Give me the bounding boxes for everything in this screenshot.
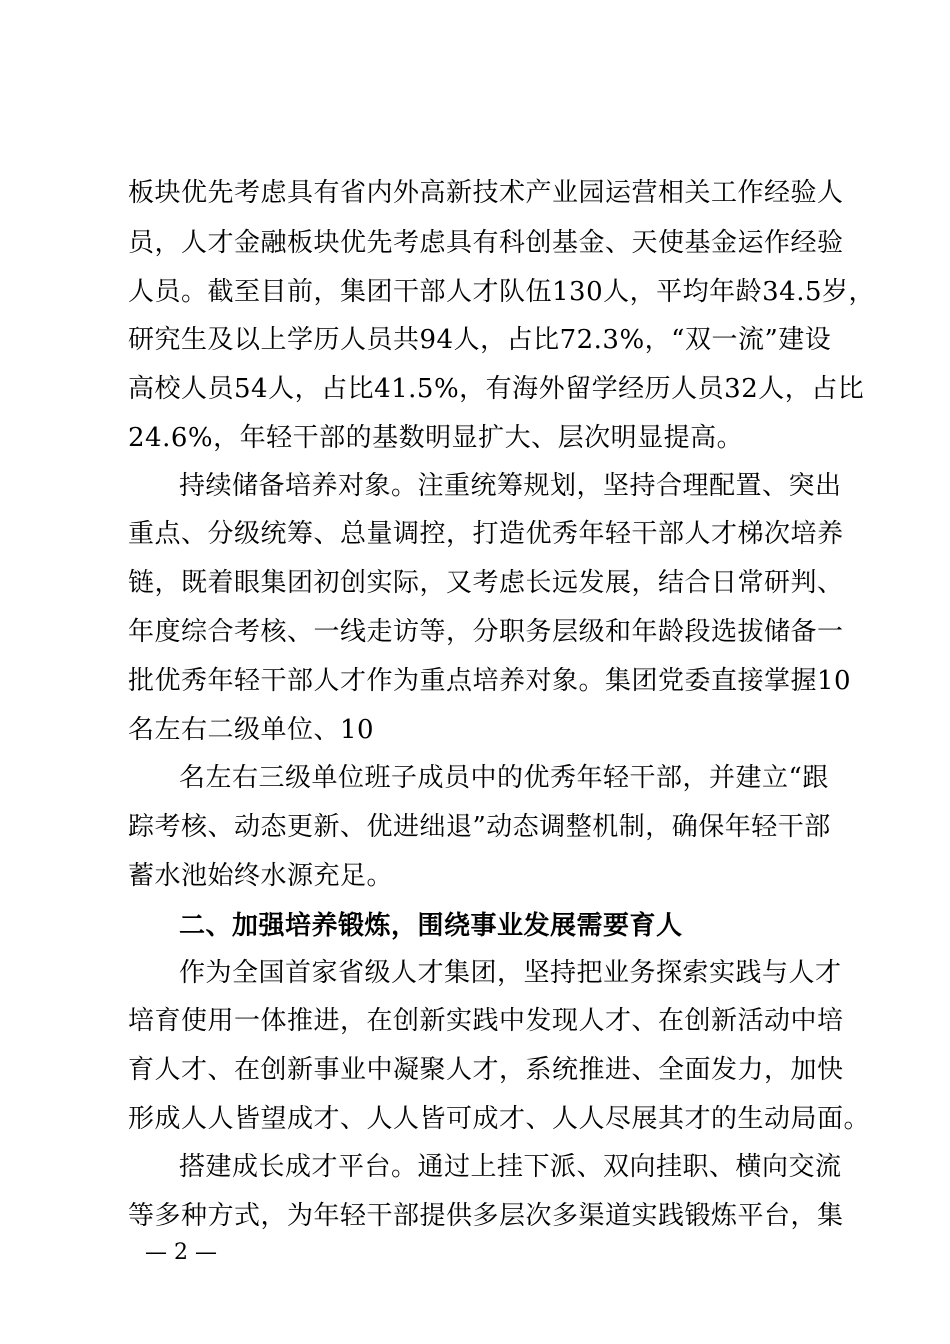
text-line: 育人才、在创新事业中凝聚人才，系统推进、全面发力，加快: [128, 1055, 844, 1085]
text-line: 踪考核、动态更新、优进绌退”动态调整机制，确保年轻干部: [128, 812, 831, 842]
text-line: 24.6%，年轻干部的基数明显扩大、层次明显提高。: [128, 423, 744, 453]
text-line: 板块优先考虑具有省内外高新技术产业园运营相关工作经验人: [128, 178, 844, 208]
text-line: 形成人人皆望成才、人人皆可成才、人人尽展其才的生动局面。: [128, 1104, 871, 1134]
paragraph-first-line: 搭建成长成才平台。通过上挂下派、双向挂职、横向交流: [179, 1152, 842, 1182]
text-line: 批优秀年轻干部人才作为重点培养对象。集团党委直接掌握10: [128, 666, 852, 696]
text-line: 年度综合考核、一线走访等，分职务层级和年龄段选拔储备一: [128, 617, 844, 647]
text-line: 链，既着眼集团初创实际，又考虑长远发展，结合日常研判、: [128, 568, 844, 598]
text-line: 等多种方式，为年轻干部提供多层次多渠道实践锻炼平台，集: [128, 1201, 844, 1231]
text-line: 研究生及以上学历人员共94人，占比72.3%，“双一流”建设: [128, 325, 832, 355]
text-line: 高校人员54人，占比41.5%，有海外留学经历人员32人，占比: [128, 374, 865, 404]
text-line: 人员。截至目前，集团干部人才队伍130人，平均年龄34.5岁，: [128, 277, 876, 307]
paragraph-first-line: 作为全国首家省级人才集团，坚持把业务探索实践与人才: [179, 958, 842, 988]
text-line: 员，人才金融板块优先考虑具有科创基金、天使基金运作经验: [128, 228, 844, 258]
paragraph-first-line: 持续储备培养对象。注重统筹规划，坚持合理配置、突出: [179, 471, 842, 501]
paragraph-first-line: 名左右三级单位班子成员中的优秀年轻干部，并建立“跟: [179, 763, 829, 793]
text-line: 培育使用一体推进，在创新实践中发现人才、在创新活动中培: [128, 1006, 844, 1036]
text-line: 蓄水池始终水源充足。: [128, 861, 394, 891]
page-number: — 2 —: [145, 1240, 217, 1265]
text-line: 重点、分级统筹、总量调控，打造优秀年轻干部人才梯次培养: [128, 519, 844, 549]
text-line: 名左右二级单位、10: [128, 715, 375, 745]
section-heading: 二、加强培养锻炼，围绕事业发展需要育人: [179, 911, 683, 941]
